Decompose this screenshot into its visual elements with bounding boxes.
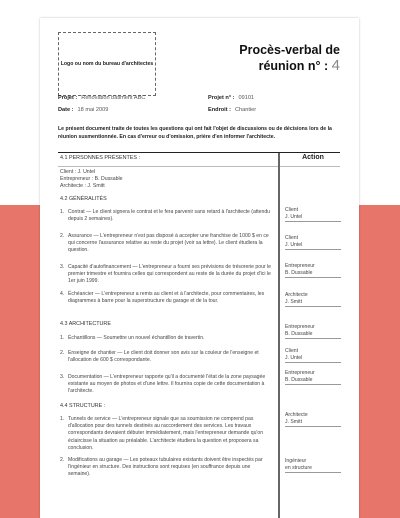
action-role: Client	[285, 348, 299, 354]
item-number: 3.	[60, 374, 65, 380]
item-text: Documentation — L'entrepreneur rapporte qu'il a documenté l'état de la zone paysagée existante au moyen de photos et d'une lettre. Il fournira copie de cette documentation à l'architecte.	[68, 374, 266, 395]
item-text: Enseigne de chantier — Le client doit donner son avis sur la couleur de l'enseigne et l'allocation de 600 $ correspondante.	[68, 350, 259, 364]
item-text: Tunnels de service — L'entrepreneur signale que sa soumission ne comprend pas d'allocation pour des tunnels destinés au raccordement des services. Les travaux correspondants devraient débuter immédiatement, mais l'entrepreneur demande qu'on éclaircisse la situation au préalable. L'architecte étudiera la question et proposera sa conclusion.	[68, 416, 264, 451]
action-owner	[285, 348, 341, 363]
item-number: 2.	[60, 350, 65, 356]
list-item	[60, 350, 272, 364]
action-person: J. Smitt	[285, 419, 341, 427]
action-person: J. Smitt	[285, 299, 341, 307]
action-role: Architecte	[285, 412, 308, 418]
action-person: J. Untel	[285, 214, 341, 222]
list-item	[60, 335, 272, 342]
action-owner	[285, 235, 341, 250]
item-text: Capacité d'autofinancement — L'entrepreneur a fourni ses prévisions de trésorerie pour le premier trimestre et fournira celles qui correspondent au reste de la durée du projet d'ici le 1er juin 1999.	[68, 264, 271, 285]
action-role: Ingénieur	[285, 458, 307, 464]
location-label: Endroit :	[208, 107, 231, 113]
action-owner	[285, 324, 341, 339]
logo-placeholder	[58, 32, 156, 96]
action-role: Entrepreneur	[285, 263, 315, 269]
action-role: Client	[285, 235, 299, 241]
divider	[280, 166, 340, 167]
section-heading: 4.3 ARCHITECTURE	[60, 321, 111, 327]
item-text: Échantillons — Soumettre un nouvel échantillon de travertin.	[68, 335, 205, 341]
action-owner	[285, 263, 341, 278]
list-item	[60, 457, 272, 479]
item-number: 4.	[60, 291, 65, 297]
attendee: Architecte : J. Smitt	[60, 183, 105, 189]
meeting-number: 4	[331, 56, 340, 74]
list-item	[60, 209, 272, 223]
date-value: 18 mai 2009	[77, 107, 109, 113]
action-person: B. Dussable	[285, 270, 341, 278]
intro-paragraph: Le présent document traite de toutes les questions qui ont fait l'objet de discussions ou de décisions lors de la réunion susmentionnée. En cas d'erreur ou d'omission, prière d'en informer l'architecte.	[58, 126, 332, 140]
action-owner	[285, 370, 341, 385]
list-item	[60, 233, 272, 255]
document-page	[40, 18, 359, 518]
item-text: Échéancier — L'entrepreneur a remis au client et à l'architecte, pour commentaires, les diagrammes à barre pour la superstructure du garage et de la tour.	[68, 291, 265, 305]
title-line1: Procès-verbal de	[239, 43, 340, 57]
action-owner	[285, 292, 341, 307]
item-number: 1.	[60, 335, 65, 341]
date-field	[58, 107, 108, 113]
section-heading: 4.4 STRUCTURE :	[60, 403, 106, 409]
project-number-field	[208, 95, 254, 101]
attendee: Client : J. Untel	[60, 169, 96, 175]
divider	[58, 166, 278, 167]
title-line2: réunion n° :	[258, 58, 329, 73]
section-heading: 4.1 PERSONNES PRÉSENTES :	[60, 155, 140, 161]
date-label: Date :	[58, 107, 74, 113]
attendee: Entrepreneur : B. Dussable	[60, 176, 123, 182]
document-title	[239, 44, 340, 74]
item-text: Modifications au garage — Les poteaux tubulaires existants doivent être inspectés par l'ingénieur en structure. Des instructions sont requises (en souffrance depuis une semaine).	[68, 457, 263, 478]
project-number-label: Projet n° :	[208, 95, 235, 101]
project-field	[58, 95, 145, 101]
item-text: Assurance — L'entrepreneur n'est pas disposé à accepter une franchise de 1000 $ en ce qui concerne l'assurance relative au reste du projet (voir sa lettre). Le client étudiera la question.	[68, 233, 269, 254]
list-item	[60, 416, 272, 452]
action-person: J. Untel	[285, 355, 341, 363]
item-text: Contrat — Le client signera le contrat et le fera parvenir sans retard à l'architecte (attendu depuis 2 semaines).	[68, 209, 270, 223]
action-owner	[285, 458, 341, 473]
action-role: Entrepreneur	[285, 370, 315, 376]
item-number: 2.	[60, 233, 65, 239]
action-person: B. Dussable	[285, 377, 341, 385]
item-number: 1.	[60, 209, 65, 215]
action-role: Client	[285, 207, 299, 213]
action-column-header: Action	[302, 154, 324, 161]
item-number: 3.	[60, 264, 65, 270]
action-owner	[285, 412, 341, 427]
item-number: 2.	[60, 457, 65, 463]
action-role: Architecte	[285, 292, 308, 298]
project-value: Rénovation bâtiment ABC	[81, 95, 146, 101]
project-label: Projet :	[58, 95, 78, 101]
action-person: B. Dussable	[285, 331, 341, 339]
action-person: en structure	[285, 465, 341, 473]
location-value: Chantier	[235, 107, 257, 113]
section-heading: 4.2 GÉNÉRALITÉS	[60, 196, 107, 202]
list-item	[60, 264, 272, 286]
logo-text: Logo ou nom du bureau d'architectes	[60, 60, 154, 67]
list-item	[60, 374, 272, 396]
column-divider	[278, 153, 280, 518]
action-role: Entrepreneur	[285, 324, 315, 330]
location-field	[208, 107, 256, 113]
action-owner	[285, 207, 341, 222]
item-number: 1.	[60, 416, 65, 422]
list-item	[60, 291, 272, 305]
action-person: J. Untel	[285, 242, 341, 250]
project-number-value: 09101	[238, 95, 255, 101]
